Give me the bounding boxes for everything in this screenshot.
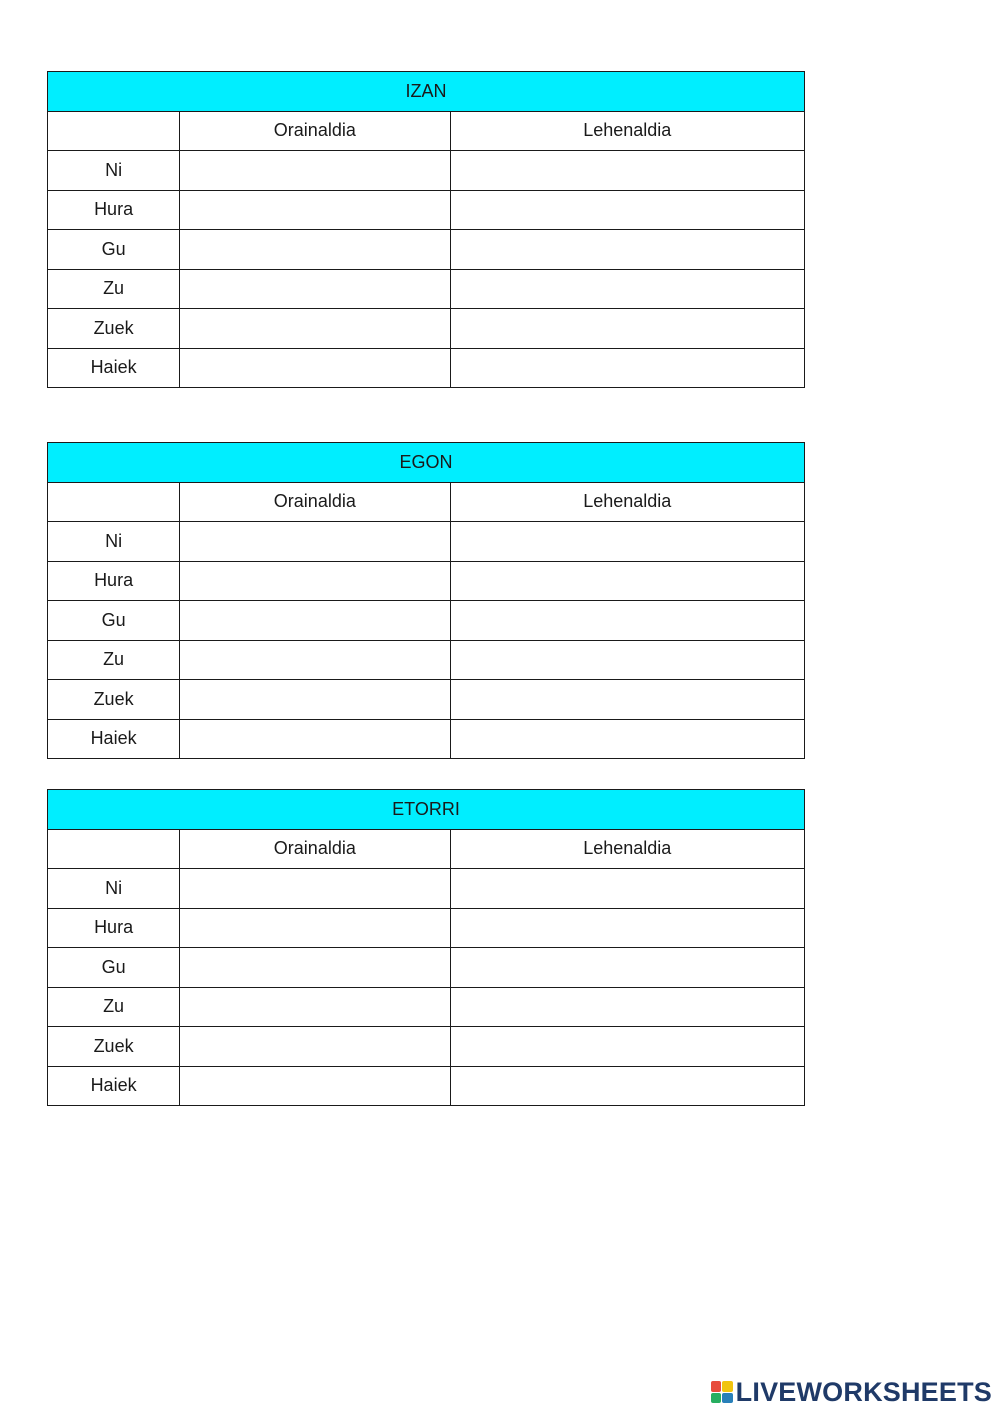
present-answer-field[interactable] <box>180 987 450 1027</box>
verb-title-row <box>48 790 805 830</box>
table-row <box>48 151 805 191</box>
pronoun-label: Ni <box>48 151 180 191</box>
table-row <box>48 269 805 309</box>
header-empty-cell <box>48 829 180 869</box>
verb-title-row <box>48 72 805 112</box>
present-answer-field[interactable] <box>180 719 450 759</box>
verb-title: EGON <box>48 443 805 483</box>
pronoun-label: Zuek <box>48 309 180 349</box>
header-present-tense: Orainaldia <box>180 482 450 522</box>
pronoun-label: Hura <box>48 908 180 948</box>
pronoun-label: Haiek <box>48 719 180 759</box>
pronoun-label: Haiek <box>48 1066 180 1106</box>
pronoun-label: Zu <box>48 269 180 309</box>
table-row <box>48 561 805 601</box>
table-row <box>48 309 805 349</box>
pronoun-label: Ni <box>48 869 180 909</box>
past-answer-field[interactable] <box>450 640 805 680</box>
header-empty-cell <box>48 111 180 151</box>
past-answer-field[interactable] <box>450 309 805 349</box>
present-answer-field[interactable] <box>180 1066 450 1106</box>
pronoun-label: Zuek <box>48 1027 180 1067</box>
past-answer-field[interactable] <box>450 348 805 388</box>
present-answer-field[interactable] <box>180 309 450 349</box>
table-row <box>48 230 805 270</box>
tense-header-row <box>48 829 805 869</box>
table-row <box>48 1066 805 1106</box>
liveworksheets-logo <box>711 1377 992 1407</box>
present-answer-field[interactable] <box>180 680 450 720</box>
present-answer-field[interactable] <box>180 269 450 309</box>
header-empty-cell <box>48 482 180 522</box>
table-row <box>48 869 805 909</box>
present-answer-field[interactable] <box>180 601 450 641</box>
pronoun-label: Haiek <box>48 348 180 388</box>
past-answer-field[interactable] <box>450 987 805 1027</box>
conjugation-table <box>47 789 805 1106</box>
header-past-tense: Lehenaldia <box>450 829 805 869</box>
table-row <box>48 1027 805 1067</box>
past-answer-field[interactable] <box>450 719 805 759</box>
present-answer-field[interactable] <box>180 908 450 948</box>
table-row <box>48 680 805 720</box>
conjugation-table <box>47 71 805 388</box>
present-answer-field[interactable] <box>180 190 450 230</box>
present-answer-field[interactable] <box>180 561 450 601</box>
past-answer-field[interactable] <box>450 269 805 309</box>
present-answer-field[interactable] <box>180 230 450 270</box>
past-answer-field[interactable] <box>450 230 805 270</box>
verb-title: ETORRI <box>48 790 805 830</box>
pronoun-label: Zu <box>48 640 180 680</box>
pronoun-label: Zu <box>48 987 180 1027</box>
header-past-tense: Lehenaldia <box>450 111 805 151</box>
table-row <box>48 719 805 759</box>
verb-title-row <box>48 443 805 483</box>
present-answer-field[interactable] <box>180 151 450 191</box>
table-row <box>48 522 805 562</box>
past-answer-field[interactable] <box>450 151 805 191</box>
past-answer-field[interactable] <box>450 680 805 720</box>
pronoun-label: Gu <box>48 230 180 270</box>
table-row <box>48 190 805 230</box>
table-row <box>48 948 805 988</box>
header-past-tense: Lehenaldia <box>450 482 805 522</box>
past-answer-field[interactable] <box>450 601 805 641</box>
table-row <box>48 348 805 388</box>
present-answer-field[interactable] <box>180 348 450 388</box>
header-present-tense: Orainaldia <box>180 829 450 869</box>
header-present-tense: Orainaldia <box>180 111 450 151</box>
past-answer-field[interactable] <box>450 522 805 562</box>
table-row <box>48 640 805 680</box>
table-row <box>48 908 805 948</box>
present-answer-field[interactable] <box>180 640 450 680</box>
pronoun-label: Gu <box>48 948 180 988</box>
present-answer-field[interactable] <box>180 1027 450 1067</box>
present-answer-field[interactable] <box>180 869 450 909</box>
past-answer-field[interactable] <box>450 1066 805 1106</box>
logo-text: LIVEWORKSHEETS <box>735 1376 992 1407</box>
present-answer-field[interactable] <box>180 948 450 988</box>
tense-header-row <box>48 482 805 522</box>
pronoun-label: Zuek <box>48 680 180 720</box>
liveworksheets-logo-icon <box>711 1381 733 1403</box>
past-answer-field[interactable] <box>450 948 805 988</box>
pronoun-label: Hura <box>48 561 180 601</box>
pronoun-label: Ni <box>48 522 180 562</box>
past-answer-field[interactable] <box>450 190 805 230</box>
verb-title: IZAN <box>48 72 805 112</box>
past-answer-field[interactable] <box>450 908 805 948</box>
past-answer-field[interactable] <box>450 1027 805 1067</box>
table-row <box>48 601 805 641</box>
tense-header-row <box>48 111 805 151</box>
conjugation-table <box>47 442 805 759</box>
pronoun-label: Hura <box>48 190 180 230</box>
past-answer-field[interactable] <box>450 869 805 909</box>
present-answer-field[interactable] <box>180 522 450 562</box>
pronoun-label: Gu <box>48 601 180 641</box>
past-answer-field[interactable] <box>450 561 805 601</box>
table-row <box>48 987 805 1027</box>
